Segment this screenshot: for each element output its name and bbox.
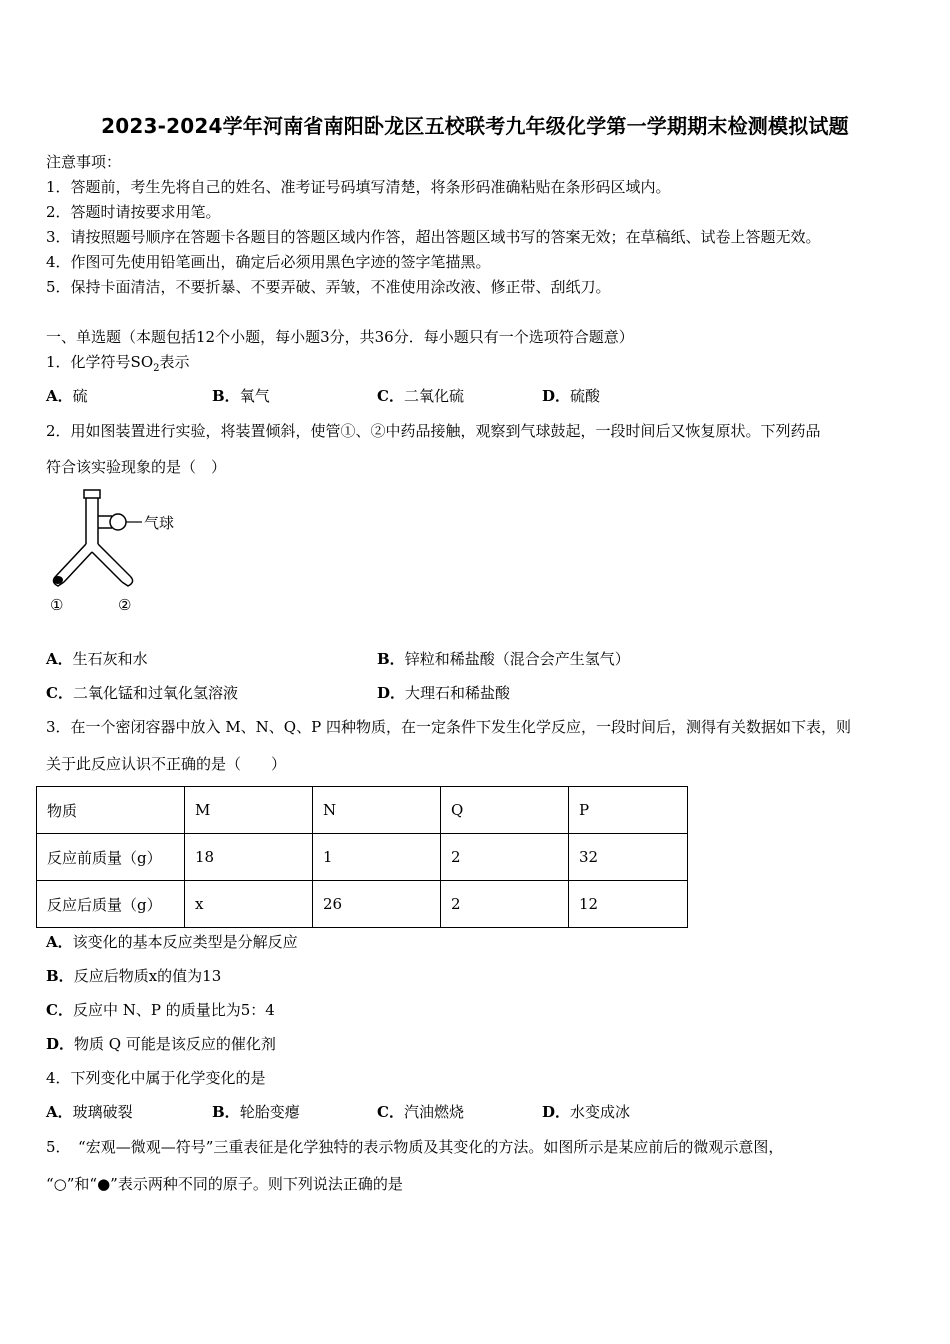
q4-option-c: C．汽油燃烧 <box>377 1103 464 1121</box>
table-cell: 1 <box>313 834 441 881</box>
q3-option-a: A．该变化的基本反应类型是分解反应 <box>46 933 298 951</box>
q5-stem: 5． “宏观—微观—符号”三重表征是化学独特的表示物质及其变化的方法。如图所示是某应前后的微观示意图， <box>46 1138 784 1156</box>
data-table <box>36 786 688 928</box>
table-row <box>37 881 688 928</box>
table-header-cell: M <box>185 787 313 834</box>
q2-stem: 2．用如图装置进行实验，将装置倾斜，使管①、②中药品接触，观察到气球鼓起，一段时间后又恢复原状。下列药品 <box>46 422 821 440</box>
q2-option-d: D．大理石和稀盐酸 <box>377 684 511 702</box>
table-header-cell: N <box>313 787 441 834</box>
balloon <box>110 514 126 530</box>
table-cell: 2 <box>441 834 569 881</box>
table-cell: 反应前质量（g） <box>37 834 185 881</box>
q3-option-b: B．反应后物质x的值为13 <box>46 967 222 985</box>
q1-option-d: D．硫酸 <box>542 387 601 405</box>
q2-option-b: B．锌粒和稀盐酸（混合会产生氢气） <box>377 650 630 668</box>
notice-item: 2．答题时请按要求用笔。 <box>46 203 221 221</box>
table-cell: 2 <box>441 881 569 928</box>
table-cell: x <box>185 881 313 928</box>
table-cell: 12 <box>569 881 688 928</box>
page-title: 2023-2024学年河南省南阳卧龙区五校联考九年级化学第一学期期末检测模拟试题 <box>101 114 849 138</box>
notice-item: 1．答题前，考生先将自己的姓名、准考证号码填写清楚，将条形码准确粘贴在条形码区域内。 <box>46 178 671 196</box>
q2-stem: 符合该实验现象的是（ ） <box>46 458 227 476</box>
q4-option-d: D．水变成冰 <box>542 1103 631 1121</box>
tube-cap <box>84 490 100 498</box>
section-heading: 一、单选题（本题包括12个小题，每小题3分，共36分．每小题只有一个选项符合题意） <box>46 328 634 346</box>
table-header-row <box>37 787 688 834</box>
q1-option-a: A．硫 <box>46 387 88 405</box>
q2-option-c: C．二氧化锰和过氧化氢溶液 <box>46 684 238 702</box>
q3-stem: 关于此反应认识不正确的是（ ） <box>46 755 287 773</box>
notice-item: 5．保持卡面清洁，不要折暴、不要弄破、弄皱，不准使用涂改液、修正带、刮纸刀。 <box>46 278 611 296</box>
table-cell: 18 <box>185 834 313 881</box>
table-cell: 26 <box>313 881 441 928</box>
table-cell: 反应后质量（g） <box>37 881 185 928</box>
q5-stem: “○”和“●”表示两种不同的原子。则下列说法正确的是 <box>46 1175 403 1193</box>
apparatus-figure <box>44 486 204 621</box>
q1-option-c: C．二氧化硫 <box>377 387 464 405</box>
q4-option-a: A．玻璃破裂 <box>46 1103 133 1121</box>
q4-option-b: B．轮胎变瘪 <box>212 1103 300 1121</box>
tube2-label: ② <box>118 596 132 614</box>
table-header-cell: Q <box>441 787 569 834</box>
q3-option-c: C．反应中 N、P 的质量比为5：4 <box>46 1001 275 1019</box>
q3-option-d: D．物质 Q 可能是该反应的催化剂 <box>46 1035 276 1053</box>
q1-stem: 1．化学符号$SO_2$表示 <box>46 353 190 374</box>
q4-stem: 4．下列变化中属于化学变化的是 <box>46 1069 266 1087</box>
notice-heading: 注意事项： <box>46 153 122 171</box>
notice-item: 3．请按照题号顺序在答题卡各题目的答题区域内作答，超出答题区域书写的答案无效；在草稿纸、试卷上答题无效。 <box>46 228 821 246</box>
q1-option-b: B．氧气 <box>212 387 270 405</box>
q3-stem: 3．在一个密闭容器中放入 M、N、Q、P 四种物质，在一定条件下发生化学反应，一段时间后，测得有关数据如下表，则 <box>46 718 851 736</box>
table-row <box>37 834 688 881</box>
tube1-label: ① <box>50 596 64 614</box>
q2-option-a: A．生石灰和水 <box>46 650 148 668</box>
balloon-label: 气球 <box>144 514 175 532</box>
notice-item: 4．作图可先使用铅笔画出，确定后必须用黑色字迹的签字笔描黑。 <box>46 253 491 271</box>
table-cell: 32 <box>569 834 688 881</box>
table-header-cell: 物质 <box>37 787 185 834</box>
table-header-cell: P <box>569 787 688 834</box>
